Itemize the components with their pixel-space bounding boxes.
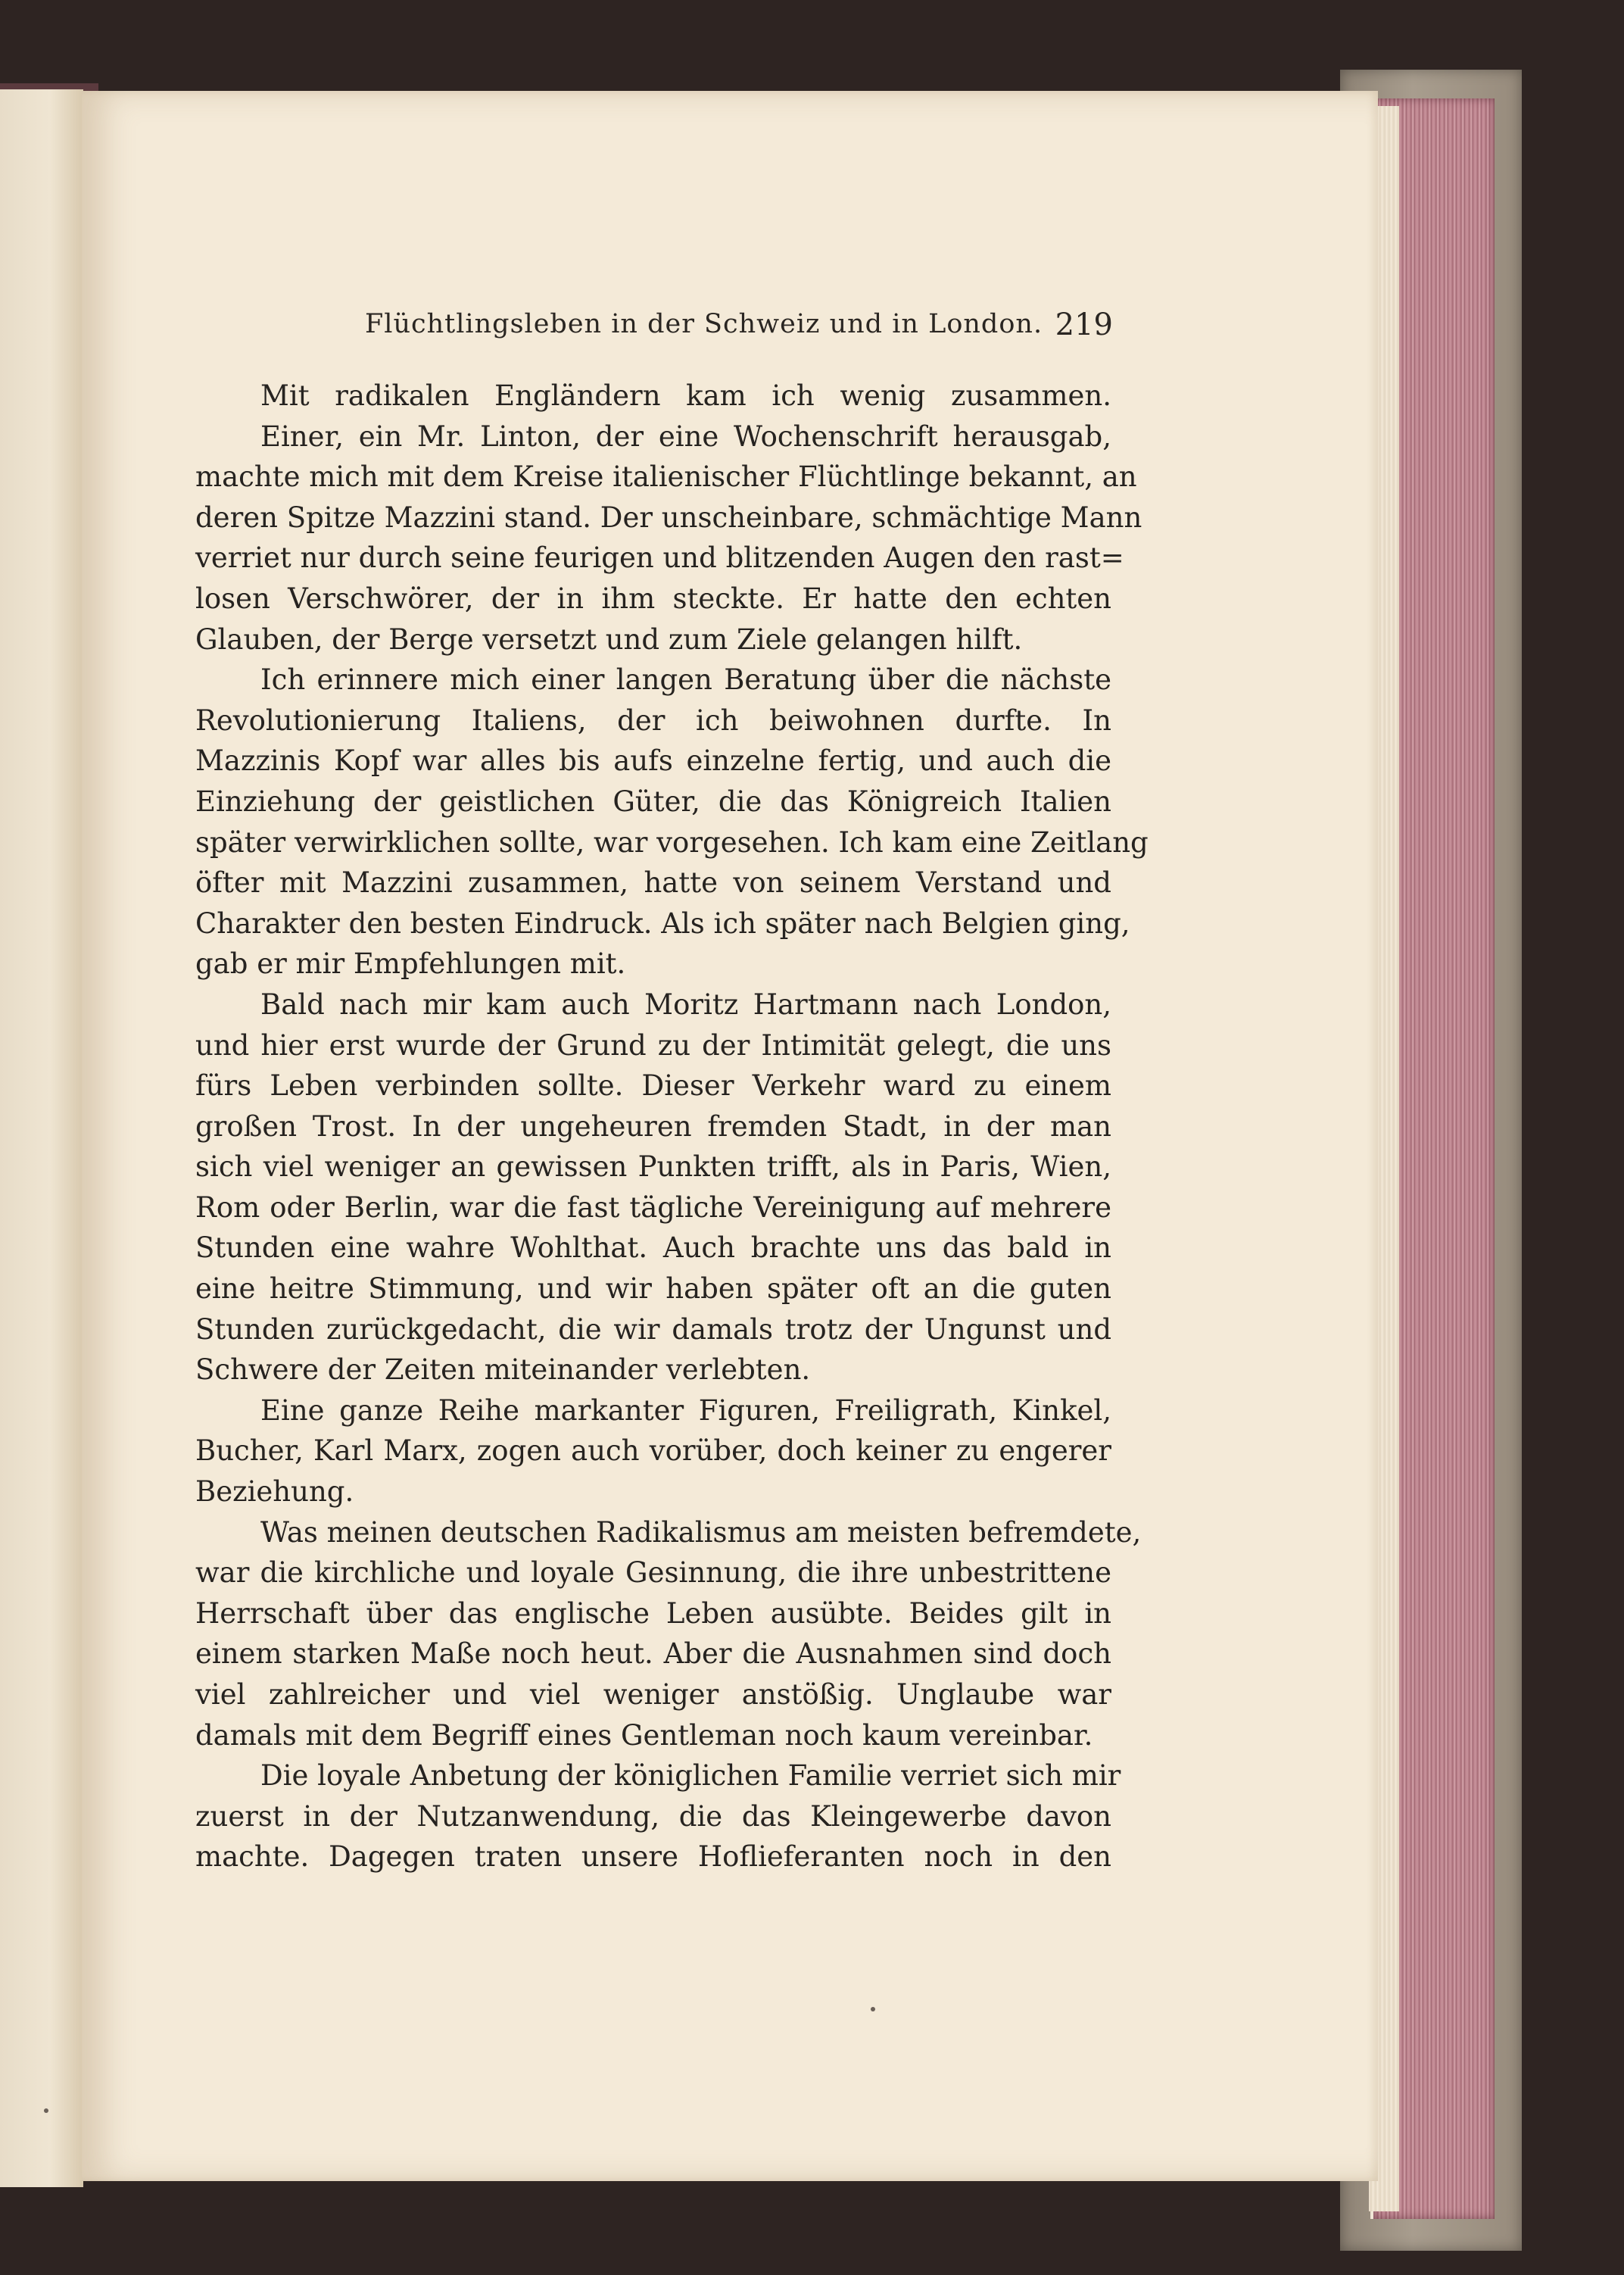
text-line: Bald nach mir kam auch Moritz Hartmann nach London, [260,988,1111,1021]
text-line: war die kirchliche und loyale Gesinnung, die ihre unbestrittene [195,1556,1111,1590]
text-line: Rom oder Berlin, war die fast tägliche Vereinigung auf mehrere [195,1191,1111,1224]
page-number: 219 [1055,307,1113,342]
text-line: Mazzinis Kopf war alles bis aufs einzelne fertig, und auch die [195,744,1111,778]
paper-speck [44,2108,48,2113]
text-line: eine heitre Stimmung, und wir haben später oft an die guten [195,1272,1111,1306]
text-line: Stunden eine wahre Wohlthat. Auch brachte uns das bald in [195,1231,1111,1265]
text-line: machte mich mit dem Kreise italienischer Flüchtlinge bekannt, an [195,460,1137,494]
text-line: Glauben, der Berge versetzt und zum Ziele gelangen hilft. [195,623,1023,656]
text-line: Herrschaft über das englische Leben ausübte. Beides gilt in [195,1596,1111,1630]
text-line: Beziehung. [195,1475,354,1509]
text-line: verriet nur durch seine feurigen und blitzenden Augen den rast= [195,541,1124,575]
text-line: Bucher, Karl Marx, zogen auch vorüber, doch keiner zu engerer [195,1434,1111,1468]
text-line: Ich erinnere mich einer langen Beratung über die nächste [260,663,1111,697]
text-line: Einziehung der geistlichen Güter, die das Königreich Italien [195,785,1111,818]
text-line: losen Verschwörer, der in ihm steckte. Er hatte den echten [195,582,1111,615]
text-line: Eine ganze Reihe markanter Figuren, Freiligrath, Kinkel, [260,1393,1111,1427]
paper-speck [871,2007,875,2011]
text-line: Die loyale Anbetung der königlichen Familie verriet sich mir [260,1759,1121,1793]
text-line: Einer, ein Mr. Linton, der eine Wochenschrift herausgab, [260,420,1111,453]
text-line: damals mit dem Begriff eines Gentleman noch kaum vereinbar. [195,1718,1093,1752]
text-line: fürs Leben verbinden sollte. Dieser Verkehr ward zu einem [195,1069,1111,1103]
text-line: viel zahlreicher und viel weniger anstößig. Unglaube war [195,1678,1111,1711]
text-line: Mit radikalen Engländern kam ich wenig zusammen. [260,379,1111,412]
text-line: Was meinen deutschen Radikalismus am meisten befremdete, [260,1515,1142,1549]
text-line: öfter mit Mazzini zusammen, hatte von seinem Verstand und [195,866,1111,900]
text-line: machte. Dagegen traten unsere Hoflieferanten noch in den [195,1840,1111,1874]
text-line: zuerst in der Nutzanwendung, die das Kleingewerbe davon [195,1799,1111,1833]
text-line: Stunden zurückgedacht, die wir damals trotz der Ungunst und [195,1312,1111,1346]
running-head: Flüchtlingsleben in der Schweiz und in London. [365,309,1043,339]
left-page [0,89,83,2187]
text-line: großen Trost. In der ungeheuren fremden Stadt, in der man [195,1109,1111,1143]
body-text [195,376,1149,1877]
text-line: später verwirklichen sollte, war vorgesehen. Ich kam eine Zeitlang [195,825,1149,859]
text-line: deren Spitze Mazzini stand. Der unscheinbare, schmächtige Mann [195,501,1142,534]
text-line: Schwere der Zeiten miteinander verlebten. [195,1353,811,1387]
text-line: und hier erst wurde der Grund zu der Intimität gelegt, die uns [195,1028,1111,1062]
text-line: einem starken Maße noch heut. Aber die Ausnahmen sind doch [195,1637,1111,1671]
text-line: Charakter den besten Eindruck. Als ich später nach Belgien ging, [195,907,1130,940]
text-line: gab er mir Empfehlungen mit. [195,947,626,981]
text-line: sich viel weniger an gewissen Punkten trifft, als in Paris, Wien, [195,1150,1111,1184]
text-line: Revolutionierung Italiens, der ich beiwohnen durfte. In [195,704,1111,737]
